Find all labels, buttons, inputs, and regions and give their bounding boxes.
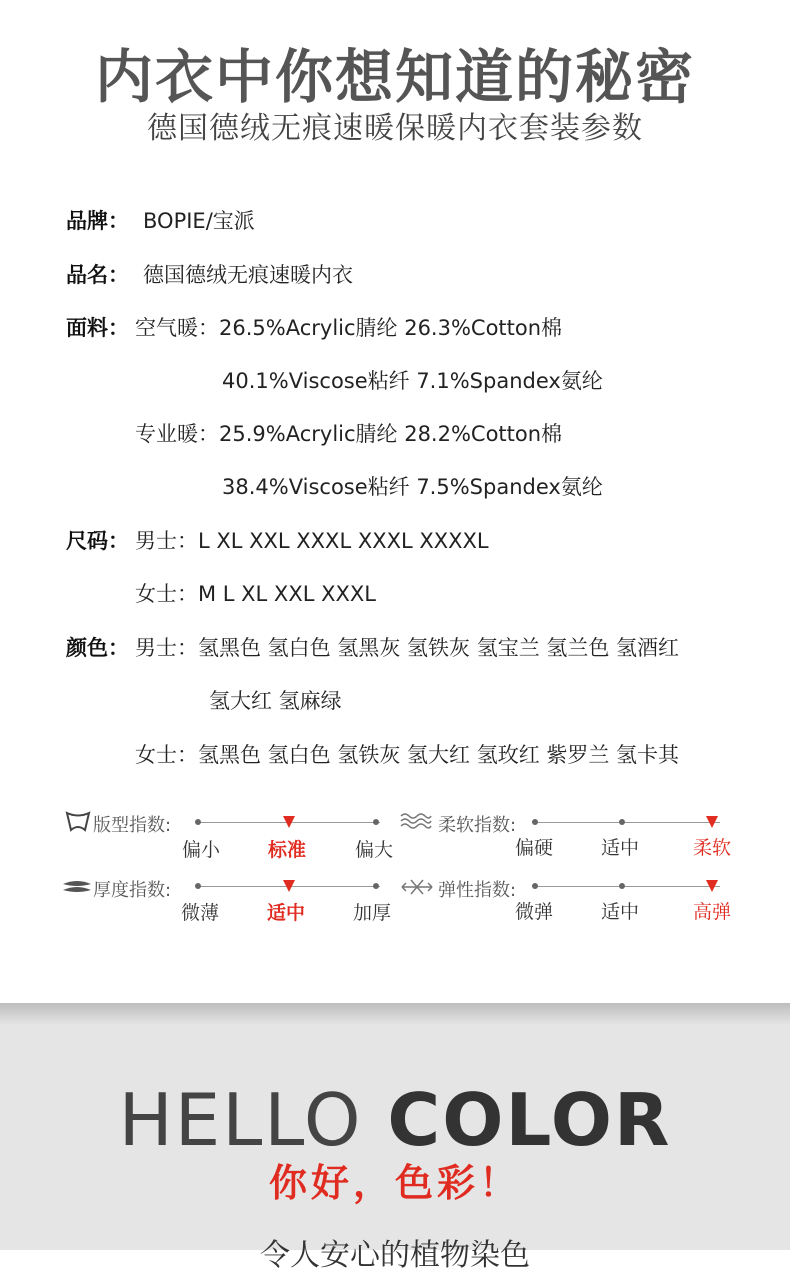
soft-waves-icon [400,811,432,831]
thickness-option-thin: 微薄 [181,902,220,924]
elasticity-index-label: 弹性指数: [438,880,517,901]
elasticity-scale-line [535,886,720,887]
softness-scale-dot [619,819,625,825]
fit-scale-dot [195,819,201,825]
fabric-label: 面料： [66,316,129,340]
elasticity-scale-dot [619,883,625,889]
hello-color-heading [0,1078,790,1162]
stretch-arrows-icon [401,876,433,898]
name-value: 德国德绒无痕速暖内衣 [143,263,353,287]
elasticity-option-high: 高弹 [693,901,732,923]
thickness-scale-dot [195,883,201,889]
fit-scale-dot [373,819,379,825]
plant-dye-text: 令人安心的植物染色 [260,1238,530,1273]
hello-text: HELLO [118,1078,388,1162]
softness-option-medium: 适中 [601,837,640,859]
name-label: 品名： [66,263,129,287]
softness-option-soft: 柔软 [693,837,732,859]
size-women: 女士：M L XL XXL XXXL [135,582,376,606]
softness-scale-dot [532,819,538,825]
brand-value: BOPIE/宝派 [143,209,255,233]
elasticity-option-medium: 适中 [601,901,640,923]
fabric-pro-line2: 38.4%Viscose粘纤 7.5%Spandex氨纶 [222,475,603,499]
softness-selected-marker [706,816,718,828]
fabric-pro-line1: 专业暖：25.9%Acrylic腈纶 28.2%Cotton棉 [135,422,563,446]
softness-option-hard: 偏硬 [515,837,554,859]
color-men-line1: 男士：氢黑色 氢白色 氢黑灰 氢铁灰 氢宝兰 氢兰色 氢酒红 [135,636,680,660]
color-label: 颜色： [66,636,129,660]
brand-label: 品牌： [66,209,129,233]
softness-scale-line [535,822,720,823]
elasticity-selected-marker [706,880,718,892]
elasticity-scale-dot [532,883,538,889]
fabric-air-line1: 空气暖：26.5%Acrylic腈纶 26.3%Cotton棉 [135,316,563,340]
page-title: 内衣中你想知道的秘密 [94,43,695,111]
layers-icon [62,879,92,895]
page-subtitle: 德国德绒无痕速暖保暖内衣套装参数 [147,111,643,146]
fit-option-standard: 标准 [268,839,307,861]
fit-option-large: 偏大 [355,839,394,861]
size-men: 男士：L XL XXL XXXL XXXL XXXXL [135,529,489,553]
thickness-index-label: 厚度指数: [93,880,172,901]
fit-selected-marker [283,816,295,828]
color-text: COLOR [387,1078,672,1162]
thickness-selected-marker [283,880,295,892]
fit-option-small: 偏小 [182,839,221,861]
softness-index-label: 柔软指数: [438,815,517,836]
section-shadow [0,1003,790,1025]
thickness-scale-dot [373,883,379,889]
color-women: 女士：氢黑色 氢白色 氢铁灰 氢大红 氢玫红 紫罗兰 氢卡其 [135,743,680,767]
color-men-line2: 氢大红 氢麻绿 [209,689,342,713]
elasticity-option-low: 微弹 [515,901,554,923]
size-label: 尺码： [66,529,129,553]
thickness-option-thick: 加厚 [353,902,392,924]
fabric-air-line2: 40.1%Viscose粘纤 7.1%Spandex氨纶 [222,369,603,393]
underwear-icon [65,810,91,834]
thickness-option-medium: 适中 [267,902,306,924]
fit-index-label: 版型指数: [93,815,172,836]
greeting-text: 你好，色彩！ [268,1161,521,1205]
